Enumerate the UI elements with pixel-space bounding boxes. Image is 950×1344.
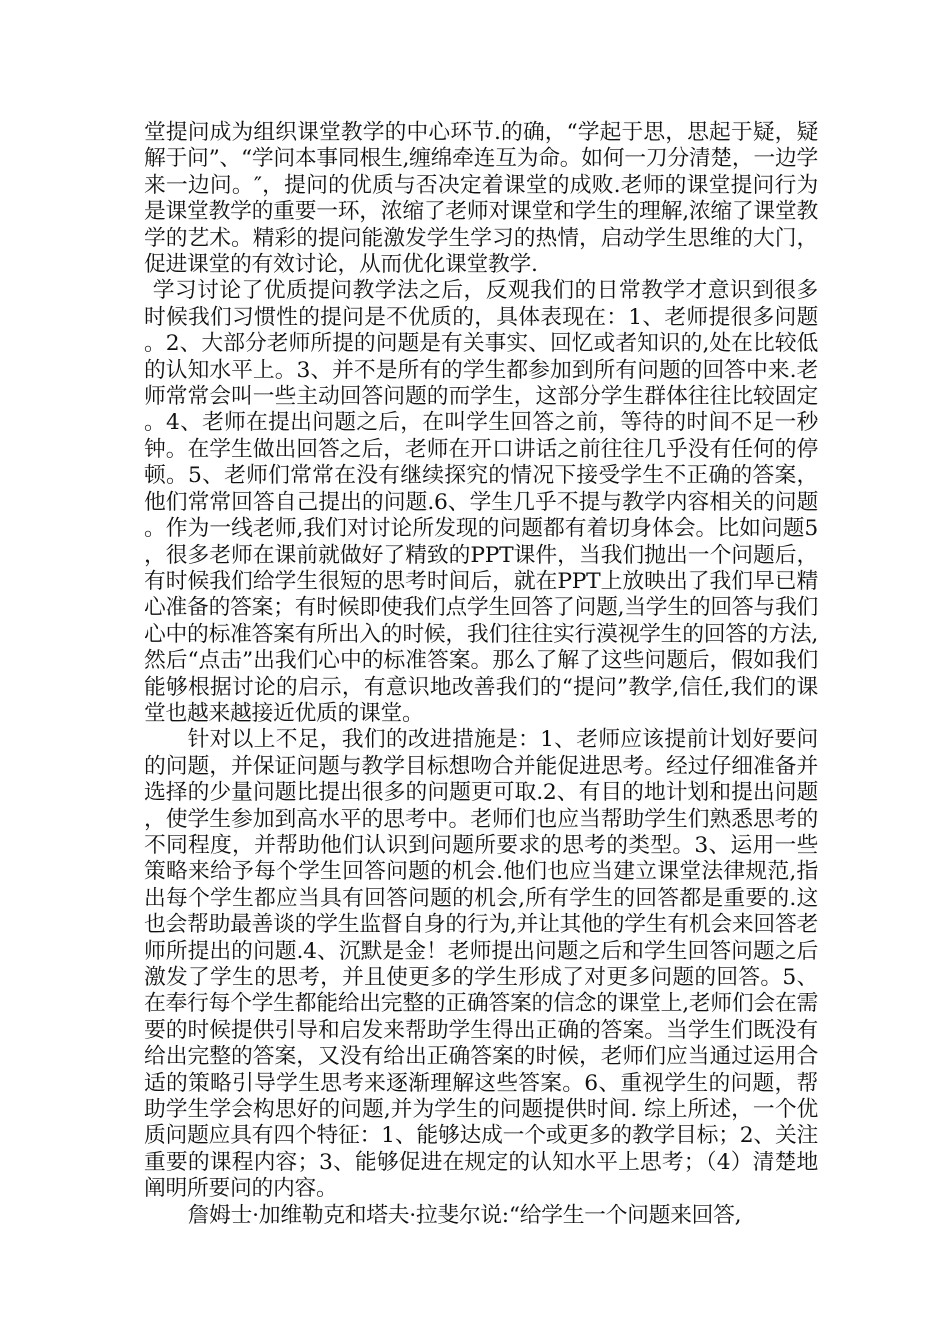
document-body (144, 120, 818, 1229)
paragraph-1: 堂提问成为组织课堂教学的中心环节.的确，“学起于思，思起于疑，疑解于问”、“学问本事同根生,缠绵牵连互为命。如何一刀分清楚，一边学来一边问。″，提问的优质与否决定着课堂的成败.老师的课堂提问行为是课堂教学的重要一环，浓缩了老师对课堂和学生的理解,浓缩了课堂教学的艺术。精彩的提问能激发学生学习的热情，启动学生思维的大门，促进课堂的有效讨论，从而优化课堂教学. (144, 120, 818, 278)
paragraph-4: 詹姆士·加维勒克和塔夫·拉斐尔说:“给学生一个问题来回答, (187, 1202, 742, 1228)
paragraph-3: 针对以上不足，我们的改进措施是：1、老师应该提前计划好要问的问题，并保证问题与教学目标想吻合并能促进思考。经过仔细准备并选择的少量问题比提出很多的问题更可取.2、有目的地计划和提出问题，使学生参加到高水平的思考中。老师们也应当帮助学生们熟悉思考的不同程度，并帮助他们认识到问题所要求的思考的类型。3、运用一些策略来给予每个学生回答问题的机会.他们也应当建立课堂法律规范,指出每个学生都应当具有回答问题的机会,所有学生的回答都是重要的.这也会帮助最善谈的学生监督自身的行为,并让其他的学生有机会来回答老师所提出的问题.4、沉默是金！老师提出问题之后和学生回答问题之后激发了学生的思考，并且使更多的学生形成了对更多问题的回答。5、在奉行每个学生都能给出完整的正确答案的信念的课堂上,老师们会在需要的时候提供引导和启发来帮助学生得出正确的答案。当学生们既没有给出完整的答案，又没有给出正确答案的时候，老师们应当通过运用合适的策略引导学生思考来逐渐理解这些答案。6、重视学生的问题，帮助学生学会构思好的问题,并为学生的问题提供时间. 综上所述，一个优质问题应具有四个特征：1、能够达成一个或更多的教学目标；2、关注重要的课程内容；3、能够促进在规定的认知水平上思考；（4）清楚地阐明所要问的内容。 (144, 727, 818, 1202)
paragraph-2: 学习讨论了优质提问教学法之后，反观我们的日常教学才意识到很多时候我们习惯性的提问是不优质的，具体表现在：1、老师提很多问题。2、大部分老师所提的问题是有关事实、回忆或者知识的,处在比较低的认知水平上。3、并不是所有的学生都参加到所有问题的回答中来.老师常常会叫一些主动回答问题的而学生，这部分学生群体往往比较固定。4、老师在提出问题之后，在叫学生回答之前，等待的时间不足一秒钟。在学生做出回答之后，老师在开口讲话之前往往几乎没有任何的停顿。5、老师们常常在没有继续探究的情况下接受学生不正确的答案，他们常常回答自己提出的问题.6、学生几乎不提与教学内容相关的问题。作为一线老师,我们对讨论所发现的问题都有着切身体会。比如问题5，很多老师在课前就做好了精致的PPT课件，当我们抛出一个问题后，有时候我们给学生很短的思考时间后，就在PPT上放映出了我们早已精心准备的答案；有时候即使我们点学生回答了问题,当学生的回答与我们心中的标准答案有所出入的时候，我们往往实行漠视学生的回答的方法,然后“点击”出我们心中的标准答案。那么了解了这些问题后，假如我们能够根据讨论的启示，有意识地改善我们的“提问”教学,信任,我们的课堂也越来越接近优质的课堂。 (144, 278, 818, 726)
